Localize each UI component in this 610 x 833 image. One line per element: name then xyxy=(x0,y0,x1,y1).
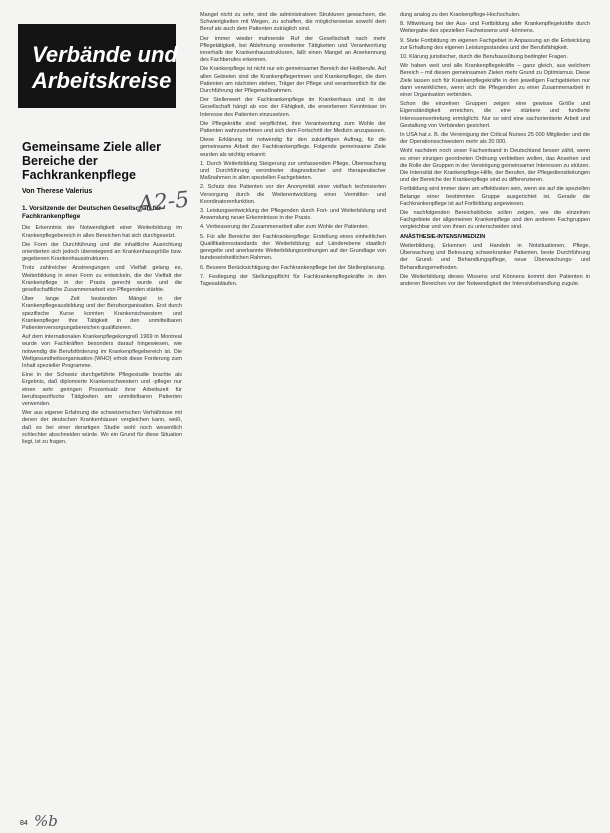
paragraph: Die Krankenpflege ist nicht nur ein gemeinsamer Bereich der Heilberufe. Auf allen Gebieten sind die Krankenpflegerinnen und Krankenpfleger, die dem Patienten am nächsten stehen, Träger der Pflege und verantwortlich für die Durchführung der Pflegemaßnahmen. xyxy=(200,66,386,95)
paragraph: Weiterbildung, Erkennen und Handeln in Notsituationen, Pflege, Überwachung und Betreuung schwerkranker Patienten, beste Durchführung der Grund- und Behandlungspflege, neue Überwachungs- und Behandlungsmethoden. xyxy=(400,242,590,271)
subsection-heading: ANÄSTHESIE-INTENSIVMEDIZIN xyxy=(400,233,486,240)
paragraph: Der immer wieder mahnende Ruf der Gesellschaft nach mehr Pflegetätigkeit, bei Ablehnung erweiterter Tätigkeiten und Verantwortung innerhalb der Krankenhausstrukturen, läßt einen Mangel an Anerkennung des Fachberufes erkennen. xyxy=(200,35,386,64)
column-1 xyxy=(22,140,182,830)
list-item: 3. Leistungsentwicklung der Pflegenden durch Fort- und Weiterbildung und Anwendung neuer Erkenntnisse in der Praxis. xyxy=(200,208,386,222)
list-item: 5. Für alle Bereiche der Fachkrankenpflege: Erstellung eines einheitlichen Qualifikationsstandards der Weiterbildung; auf Länderebene staatlich geregelte und anerkannte Weiterbildungsordnungen auf der Grundlage von bundeseinheitlichen Rahmen. xyxy=(200,233,386,262)
list-item: 1. Durch Weiterbildung Steigerung zur umfassenden Pflege, Überwachung und Durchführung verordneter diagnostischer und therapeutischer Maßnahmen in allen speziellen Fachgebieten. xyxy=(200,160,386,182)
paragraph: Trotz zahlreicher Anstrengungen und Vielfalt gelang es, Weiterbildung in einer Form zu entwickeln, die der Vielfalt der Krankenpflege in der Praxis gerecht wurde und die gesellschaftliche Zusammenarbeit von Pflegenden stärkte. xyxy=(22,265,182,294)
list-item: 7. Festlegung der Stellungspflicht für Fachkrankenpflegekräfte in den Tagesabläufen. xyxy=(200,273,386,287)
column-2 xyxy=(200,12,386,830)
handwritten-page-mark: %b xyxy=(34,812,58,830)
article-author: Von Therese Valerius xyxy=(22,188,93,195)
paragraph: Mangel nicht zu sehr, sind die administrativen Strukturen gewachsen, die Schwierigkeiten mit Wegen, zu schaffen, die möglicherweise sowohl dem Beruf als auch dem Patienten zuträglich sind. xyxy=(200,12,386,33)
list-item: 6. Bessere Berücksichtigung der Fachkrankenpflege bei der Stellenplanung. xyxy=(200,264,386,271)
paragraph: dung analog zu den Krankenpflege-Hochschulen. xyxy=(400,12,521,18)
list-item: 10. Klärung juristischer, durch die Berufsausübung bedingter Fragen. xyxy=(400,54,568,61)
paragraph: Wer aus eigener Erfahrung die schweizerischen Verhältnisse mit denen der deutschen Krankenhäuser vergleichen kann, weiß, daß es bei einer derartigen Studie wohl noch wesentlich schlechter abschneiden würde. Wo ein Grund für diese Situation liegt, ist zu fragen. xyxy=(22,410,182,446)
page-number: 84 xyxy=(20,820,28,827)
paragraph: Schon die einzelnen Gruppen zeigen eine gewisse Größe und Eigenständigkeit erreichen, die eine stärkere und fundierte Interessenvertretung ermöglicht. Nur so wird eine sachorientierte Arbeit und Gestaltung von Verbänden gesichert. xyxy=(400,101,590,129)
paragraph: Die nachfolgenden Bereichsblöcke sollen zeigen, wie die einzelnen Fachgebiete der allgemeinen Krankenpflege und den anderen Fachgruppen vergleichbar und von ihnen zu unterscheiden sind. xyxy=(400,210,590,231)
list-item: 9. Stete Fortbildung im eigenen Fachgebiet in Anpassung an die Entwicklung zur Erhaltung des eigenen Leistungsstandes und der Berufsfähigkeit. xyxy=(400,37,590,51)
paragraph: Der Stellenwert der Fachkrankenpflege im Krankenhaus und in der Gesellschaft hängt ab von der Fähigkeit, die erworbenen Kenntnisse im Interesse des Patienten einzusetzen. xyxy=(200,97,386,118)
paragraph: Eine in der Schweiz durchgeführte Pflegestudie brachte als Ergebnis, daß diplomierte Krankenschwestern und -pfleger nur einen sehr geringen Prozentsatz ihrer Arbeitszeit für berufsspezifische Tätigkeiten am unmittelbaren Patienten verwenden. xyxy=(22,372,182,408)
paragraph: Wir haben weit und alle Krankenpflegekräfte – ganz gleich, aus welchem Bereich – mit diesen gemeinsamen Zielen mehr Grund zu Optimismus. Diese Ziele lassen sich für Krankenpflegekräfte in den jeweiligen Fachgebieten nur dann verwirklichen, wenn sich die Pflegenden zu einer Zusammenarbeit in einer Organisation verbinden. xyxy=(400,63,590,99)
paragraph: Fortbildung wird immer dann am effektivsten sein, wenn sie auf die speziellen Belange einer bestimmten Gruppe ausgerichtet ist. Gerade die Fachkrankenpflege ist auf Fortbildung angewiesen. xyxy=(400,186,590,207)
handwritten-note: A2-5 xyxy=(136,187,191,218)
author-role: 1. Vorsitzende der Deutschen Gesellschaft für Fachkrankenpflege xyxy=(22,205,162,220)
list-item: 4. Verbesserung der Zusammenarbeit aller zum Wohle der Patienten. xyxy=(200,224,369,231)
list-item: 8. Mitwirkung bei der Aus- und Fortbildung aller Krankenpflegekräfte durch Weitergabe des speziellen Fachwissens und -könnens. xyxy=(400,21,590,35)
paragraph: Die Weiterbildung dieses Wissens und Könnens kommt den Patienten in anderen Bereichen vor der Notwendigkeit der Intensivbehandlung zugute. xyxy=(400,273,590,287)
paragraph: Wohl nachdem noch unser Fachverband in Deutschland besser zählt, wenn es einer einzigen geordneten Ordnung verbleiben wollen, das Ansehen und die Rolle der Gruppen in der Vereinigung gemeinsamer Interessen zu stützen. Die Intensität der Krankenpflege-Hilfe, der Berufen, der Pflegedienstleitungen und der Bereiche der Krankenpflege sind zu differenzieren. xyxy=(400,148,590,184)
paragraph: Diese Erklärung ist notwendig für den zukünftigen Auftrag, für die gemeinsame Arbeit der Fachkrankenpflege. Folgende gemeinsame Ziele wurden als wichtig erkannt: xyxy=(200,137,386,158)
paragraph: Die Form der Durchführung und die inhaltliche Ausrichtung orientierten sich jedoch überwiegend an Krankenhausgröße bzw. gegebenen Krankenhausstrukturen. xyxy=(22,241,182,263)
paragraph: In USA hat z. B. die Vereinigung der Critical Nurses 25 000 Mitglieder und die der Operationsschwestern mehr als 20 000. xyxy=(400,132,590,146)
column-3 xyxy=(400,12,590,830)
section-title-box xyxy=(18,24,176,108)
section-title-line2: Arbeitskreise xyxy=(32,68,172,93)
section-title-line1: Verbände und xyxy=(32,42,178,67)
list-item: 2. Schutz des Patienten vor der Anonymität einer vielfach technisierten Versorgung durch die Weiterentwicklung einer Vermittler- und Koordinatorenfunktion. xyxy=(200,184,386,205)
paragraph: Auf dem internationalen Krankenpflegekongreß 1969 in Montreal wurde von Fachkräften besonders darauf hingewiesen, wie notwendig die Berufsförderung im Krankenpflegebereich ist. Die Weltgesundheitsorganisation (WHO) erhob diese Forderung zum Inhalt spezieller Programme. xyxy=(22,334,182,370)
paragraph: Die Erkenntnis der Notwendigkeit einer Weiterbildung im Krankenpflegebereich in allen Bereichen hat sich durchgesetzt. xyxy=(22,225,182,239)
paragraph: Die Pflegekräfte sind verpflichtet, ihre Verantwortung zum Wohle der Patienten wahrzunehmen und sich dem Fortschritt der Medizin anzupassen. xyxy=(200,120,386,135)
article-heading: Gemeinsame Ziele aller Bereiche der Fachkrankenpflege xyxy=(22,140,161,182)
paragraph: Über lange Zeit bestanden Mängel in der Krankenpflegeausbildung und der Berufsorganisation. Erst durch spezifische Kurse konnten Krankenschwestern und Krankenpfleger ihre Tätigkeit in den unmittelbaren Patientenversorgungsbereichen qualifizieren. xyxy=(22,296,182,332)
